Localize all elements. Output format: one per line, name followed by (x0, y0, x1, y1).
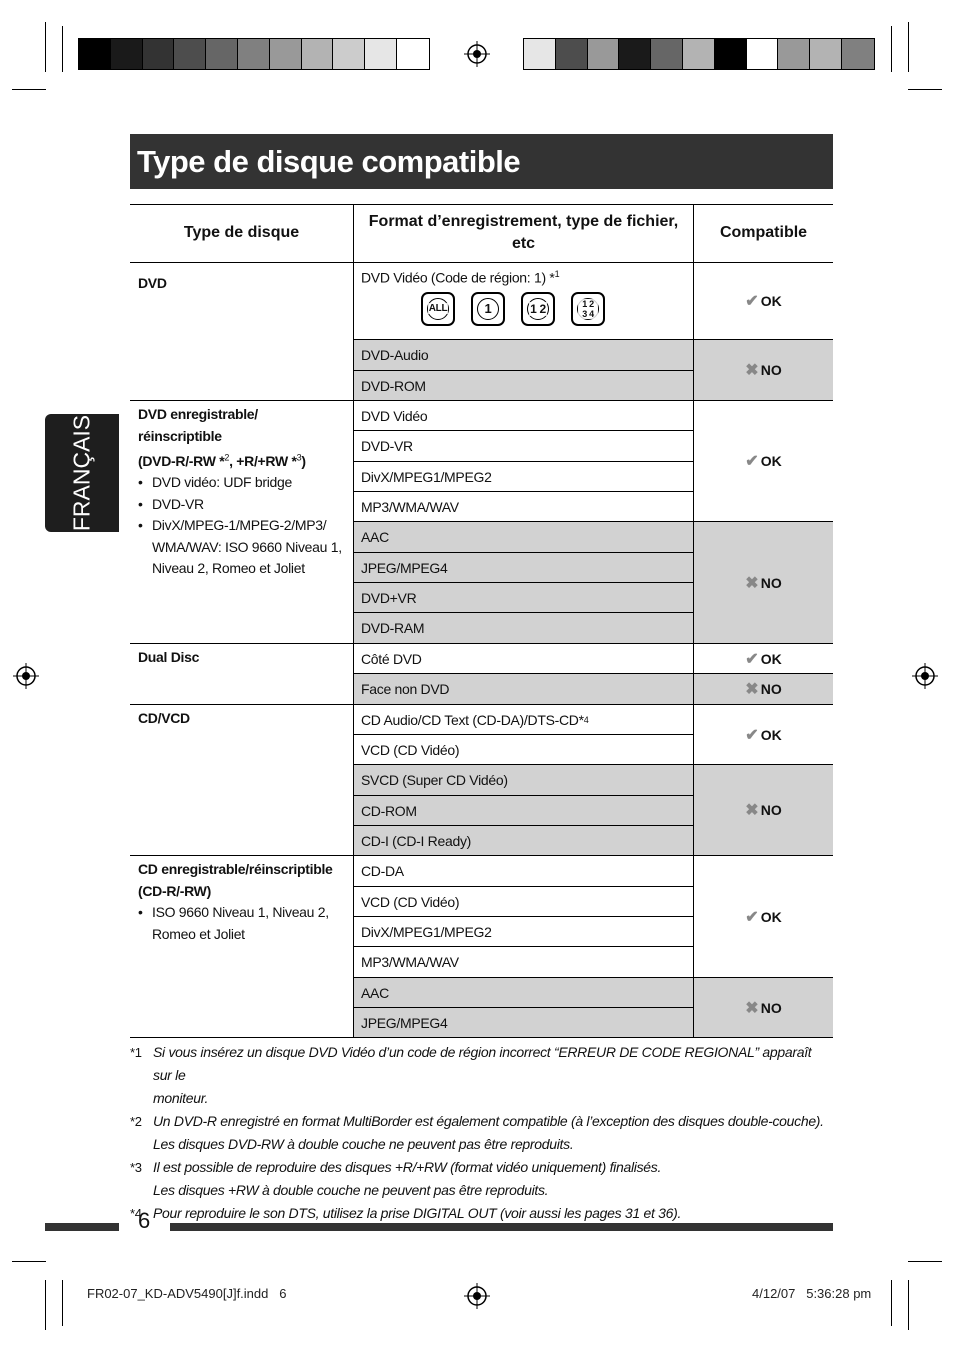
format-row: JPEG/MPEG4 (353, 552, 693, 582)
format-row: DVD-VR (353, 430, 693, 461)
compatibility-table (130, 204, 833, 1037)
footnotes (130, 1041, 833, 1225)
crop-mark (908, 1280, 909, 1330)
color-swatch (778, 39, 810, 69)
crop-mark (62, 1280, 63, 1326)
bullet-item: • DVD vidéo: UDF bridge (138, 472, 345, 494)
region-all-icon: ALL (421, 292, 455, 326)
compat-ok: ✔ OK (693, 704, 833, 764)
footer-rule (45, 1223, 119, 1231)
color-swatch (588, 39, 620, 69)
language-tab-label: FRANÇAIS (68, 414, 95, 532)
footnote-3: *3 Il est possible de reproduire des disques +R/+RW (format vidéo uniquement) finalisés. Les disques +RW à double couche ne peuvent pas être reproduits. (130, 1159, 662, 1198)
format-row-text: DVD Vidéo (Code de région: 1) *$^1$ (361, 269, 560, 286)
region-1-2-3-4-icon: 1 2 3 4 (571, 292, 605, 326)
compat-no: ✖ NO (693, 673, 833, 704)
footnote-1: *1 Si vous insérez un disque DVD Vidéo d’un code de région incorrect “ERREUR DE CODE REGIONAL” apparaît sur le moniteur. (130, 1044, 812, 1106)
format-row (353, 262, 693, 339)
compat-no: ✖ NO (693, 977, 833, 1037)
format-row: MP3/WMA/WAV (353, 491, 693, 521)
registration-mark-icon (464, 41, 490, 67)
format-row: Face non DVD (353, 673, 693, 704)
format-row: AAC (353, 521, 693, 552)
color-swatch (747, 39, 779, 69)
page-title: Type de disque compatible (137, 144, 521, 179)
color-swatch (651, 39, 683, 69)
color-swatch (810, 39, 842, 69)
color-swatches-left (78, 38, 430, 70)
type-dvd-recordable (130, 400, 353, 643)
header-type: Type de disque (183, 223, 300, 241)
type-dvd-title: DVD (138, 275, 167, 291)
title-bar (130, 134, 833, 189)
type-cd-recordable: CD enregistrable/réinscriptible (CD-R/-RW) • ISO 9660 Niveau 1, Niveau 2, Romeo et Joliet (130, 855, 353, 1037)
crop-mark (45, 22, 46, 72)
bullet-item: • DVD-VR (138, 494, 345, 516)
footnote-2: *2 Un DVD-R enregistré en format MultiBorder est également compatible (à l’exception des disques double-couche). Les disques DVD-RW à double couche ne peuvent pas être reproduits. (130, 1113, 824, 1152)
color-swatch (365, 39, 397, 69)
table-bottom-rule (130, 1037, 833, 1038)
color-swatch (397, 39, 429, 69)
crop-mark (45, 1280, 46, 1330)
compat-no: ✖ NO (693, 764, 833, 855)
color-swatches-right (523, 38, 875, 70)
format-row: VCD (CD Vidéo) (353, 734, 693, 764)
region-1-icon: 1 (471, 292, 505, 326)
type-dvdr-subtitle: (DVD-R/-RW *$^2$, +R/+RW *$^3$) (138, 452, 306, 469)
color-swatch (111, 39, 143, 69)
type-cdr-bullets (138, 902, 345, 945)
color-swatch (683, 39, 715, 69)
color-swatch (619, 39, 651, 69)
format-row: DVD-RAM (353, 612, 693, 643)
format-row: SVCD (Super CD Vidéo) (353, 764, 693, 795)
region-icons (421, 292, 605, 326)
type-cd-vcd: CD/VCD (130, 704, 353, 855)
crop-mark (908, 22, 909, 72)
color-swatch (302, 39, 334, 69)
registration-mark-icon (912, 663, 938, 689)
slug-filename: FR02-07_KD-ADV5490[J]f.indd 6 (87, 1286, 287, 1301)
crop-mark (62, 26, 63, 72)
type-dual-disc: Dual Disc (130, 643, 353, 704)
registration-mark-icon (13, 663, 39, 689)
format-row: JPEG/MPEG4 (353, 1007, 693, 1037)
color-swatch (715, 39, 747, 69)
color-swatch (556, 39, 588, 69)
bullet-item: • ISO 9660 Niveau 1, Niveau 2, Romeo et Joliet (138, 902, 345, 945)
type-dvd (130, 262, 353, 400)
crop-mark (891, 26, 892, 72)
color-swatch (206, 39, 238, 69)
crop-mark (908, 89, 942, 90)
region-1-2-icon: 1 2 (521, 292, 555, 326)
crop-mark (891, 1280, 892, 1326)
format-row: DVD Vidéo (353, 400, 693, 430)
format-row: DVD-ROM (353, 370, 693, 400)
slug-timestamp: 4/12/07 5:36:28 pm (752, 1286, 872, 1301)
color-swatch (333, 39, 365, 69)
format-row: CD Audio/CD Text (CD-DA)/DTS-CD* 4 (353, 704, 693, 734)
compat-no: ✖ NO (693, 521, 833, 643)
compat-ok: ✔ OK (693, 262, 833, 339)
color-swatch (174, 39, 206, 69)
format-row: Côté DVD (353, 643, 693, 673)
crop-mark (12, 89, 46, 90)
format-row: DivX/MPEG1/MPEG2 (353, 461, 693, 491)
format-row: AAC (353, 977, 693, 1007)
header-format: Format d’enregistrement, type de fichier, etc (353, 204, 693, 262)
format-row: VCD (CD Vidéo) (353, 886, 693, 916)
header-compatible: Compatible (693, 204, 833, 262)
bullet-item: • DivX/MPEG-1/MPEG-2/MP3/ WMA/WAV: ISO 9660 Niveau 1, Niveau 2, Romeo et Joliet (138, 515, 345, 580)
compat-no: ✖ NO (693, 339, 833, 400)
color-swatch (143, 39, 175, 69)
format-row: DVD+VR (353, 582, 693, 612)
footnote-4: *4 Pour reproduire le son DTS, utilisez la prise DIGITAL OUT (voir aussi les pages 31 et 36). (130, 1205, 682, 1221)
color-swatch (79, 39, 111, 69)
format-row: CD-DA (353, 855, 693, 886)
crop-mark (12, 1261, 46, 1262)
compat-ok: ✔ OK (693, 643, 833, 673)
color-swatch (524, 39, 556, 69)
crop-mark (908, 1261, 942, 1262)
format-row: CD-ROM (353, 795, 693, 825)
page-number: 6 (138, 1208, 151, 1233)
type-dvdr-bullets (138, 472, 345, 580)
registration-mark-icon (464, 1283, 490, 1309)
color-swatch (842, 39, 874, 69)
compat-ok: ✔ OK (693, 855, 833, 977)
type-dvdr-title: DVD enregistrable/ réinscriptible (138, 406, 258, 444)
compat-ok: ✔ OK (693, 400, 833, 521)
language-tab (45, 414, 119, 532)
format-row: MP3/WMA/WAV (353, 946, 693, 977)
format-row: CD-I (CD-I Ready) (353, 825, 693, 855)
color-swatch (238, 39, 270, 69)
format-row: DVD-Audio (353, 339, 693, 370)
color-swatch (270, 39, 302, 69)
column-divider (353, 204, 354, 1037)
format-row: DivX/MPEG1/MPEG2 (353, 916, 693, 946)
footer-rule (170, 1223, 833, 1231)
